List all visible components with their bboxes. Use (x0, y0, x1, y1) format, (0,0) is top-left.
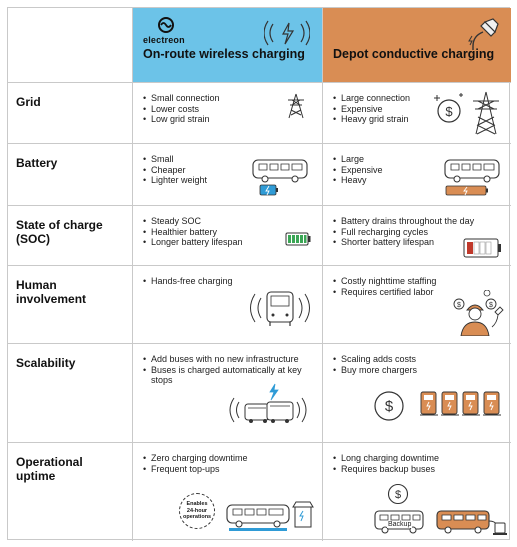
dollar-icon (373, 390, 405, 422)
list-item: • Expensive (333, 104, 410, 115)
power-tower-icon (471, 91, 501, 135)
bus-icon (443, 158, 503, 184)
cell-wireless-grid (133, 83, 323, 143)
wireless-charging-icon (245, 288, 315, 328)
list-item: • Full recharging cycles (333, 227, 474, 238)
list-item: • Large (333, 154, 383, 165)
svg-text:$: $ (445, 104, 453, 119)
row-label: Grid (16, 95, 41, 109)
row-uptime (8, 443, 511, 541)
power-tower-icon (285, 93, 307, 119)
list-item: • Heavy (333, 175, 383, 186)
list-item: • Small (143, 154, 207, 165)
row-label: Human involvement (16, 278, 87, 306)
row-label-cell (8, 83, 133, 143)
bus-icon (225, 499, 315, 533)
list-item: • Requires certified labor (333, 287, 436, 298)
list-item: • Requires backup buses (333, 464, 439, 475)
list-item: • Expensive (333, 165, 383, 176)
row-label-cell (8, 206, 133, 265)
svg-text:$: $ (457, 302, 461, 309)
row-label: Operational uptime (16, 455, 83, 483)
row-human (8, 266, 511, 344)
cell-depot-scalability (323, 344, 511, 442)
list-item: • Low grid strain (143, 114, 220, 125)
cell-wireless-soc (133, 206, 323, 265)
list-item: • Zero charging downtime (143, 453, 248, 464)
list-item: • Steady SOC (143, 216, 243, 227)
list-item: • Battery drains throughout the day (333, 216, 474, 227)
brand-name: electreon (143, 35, 185, 45)
list-item: • Longer battery lifespan (143, 237, 243, 248)
cell-depot-battery (323, 144, 511, 205)
svg-text:$: $ (384, 398, 394, 415)
wireless-charging-icon (225, 382, 311, 428)
wireless-charging-icon (264, 20, 310, 46)
list-item: • Long charging downtime (333, 453, 439, 464)
list-item: • Lighter weight (143, 175, 207, 186)
charger-station-icon (419, 390, 503, 420)
cell-depot-soc (323, 206, 511, 265)
list-item: • Lower costs (143, 104, 220, 115)
header-wireless (133, 8, 323, 83)
backup-label: Backup (388, 521, 412, 528)
comparison-table (7, 7, 510, 540)
cell-depot-grid (323, 83, 511, 143)
row-label: State of charge (SOC) (16, 218, 103, 246)
list-item: • Add buses with no new infrastructure (143, 354, 321, 365)
row-label-cell (8, 344, 133, 442)
row-label: Scalability (16, 356, 76, 370)
list-item: • Cheaper (143, 165, 207, 176)
list-item: • Healthier battery (143, 227, 243, 238)
battery-icon (259, 184, 279, 196)
list-item: • Buses is charged automatically at key stops (143, 365, 321, 386)
cell-depot-human (323, 266, 511, 343)
cell-wireless-scalability (133, 344, 323, 442)
list-item: • Hands-free charging (143, 276, 233, 287)
header-wireless-title: On-route wireless charging (143, 47, 305, 61)
list-item: • Costly nighttime staffing (333, 276, 436, 287)
list-item: • Shorter battery lifespan (333, 237, 474, 248)
header-blank-cell (8, 8, 133, 83)
list-item: • Scaling adds costs (333, 354, 417, 365)
row-label-cell (8, 443, 133, 541)
row-scalability (8, 344, 511, 443)
operations-badge-text: Enables 24-hour operations (183, 501, 212, 521)
operations-badge (179, 493, 215, 529)
row-soc (8, 206, 511, 266)
list-item: • Small connection (143, 93, 220, 104)
cell-wireless-uptime (133, 443, 323, 541)
row-label: Battery (16, 156, 58, 170)
row-battery (8, 144, 511, 206)
cell-depot-uptime (323, 443, 511, 541)
row-label-cell (8, 266, 133, 343)
worker-icon (447, 290, 507, 336)
cell-wireless-battery (133, 144, 323, 205)
bus-icon (251, 158, 311, 184)
battery-icon (463, 238, 503, 258)
dollar-icon (433, 89, 469, 129)
bus-icon (435, 509, 509, 537)
list-item: • Buy more chargers (333, 365, 417, 376)
battery-icon (445, 185, 489, 196)
svg-text:$: $ (489, 302, 493, 309)
electreon-logo-icon (155, 17, 177, 33)
row-grid (8, 83, 511, 144)
battery-icon (285, 232, 311, 246)
svg-text:$: $ (394, 489, 402, 501)
cell-wireless-human (133, 266, 323, 343)
list-item: • Frequent top-ups (143, 464, 248, 475)
header-depot (323, 8, 511, 83)
row-label-cell (8, 144, 133, 205)
header-depot-title: Depot conductive charging (333, 47, 495, 61)
list-item: • Heavy grid strain (333, 114, 410, 125)
list-item: • Large connection (333, 93, 410, 104)
dollar-icon (387, 483, 409, 505)
brand (143, 17, 203, 47)
